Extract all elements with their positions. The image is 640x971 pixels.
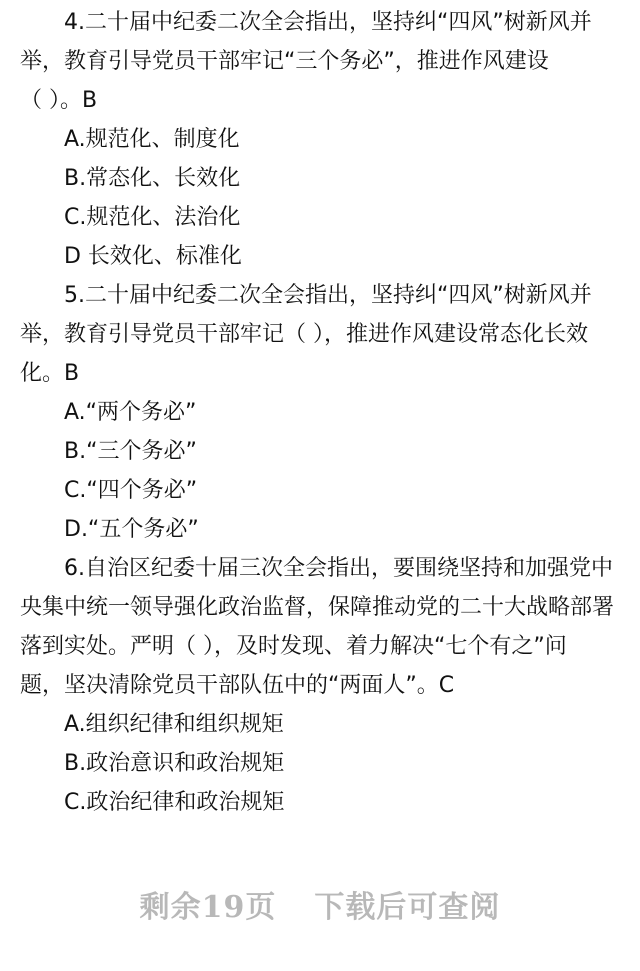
download-to-read-label[interactable]: 下载后可查阅 [314, 890, 501, 925]
question-4-option-d: D 长效化、标准化 [64, 244, 242, 269]
question-6-line-1: 6.自治区纪委十届三次全会指出，要围绕坚持和加强党中 [64, 556, 613, 581]
question-4-option-a: A.规范化、制度化 [64, 127, 240, 152]
question-5-option-b: B.“三个务必” [64, 439, 197, 464]
question-5-option-a: A.“两个务必” [64, 400, 197, 425]
question-6-option-c: C.政治纪律和政治规矩 [64, 790, 285, 815]
question-5-option-c: C.“四个务必” [64, 478, 198, 503]
question-5-line-1: 5.二十届中纪委二次全会指出，坚持纠“四风”树新风并 [64, 283, 592, 308]
question-5-option-d: D.“五个务必” [64, 517, 199, 542]
question-6-line-3: 落到实处。严明（ ），及时发现、着力解决“七个有之”问 [20, 634, 567, 659]
question-6-option-b: B.政治意识和政治规矩 [64, 751, 285, 776]
remaining-pages-label: 剩余19页 [139, 890, 277, 925]
question-4-option-c: C.规范化、法治化 [64, 205, 241, 230]
question-5-line-2: 举，教育引导党员干部牢记（ ），推进作风建设常态化长效 [20, 322, 588, 347]
question-4-line-3: （ ）。B [20, 88, 98, 113]
question-5-line-3: 化。B [20, 361, 80, 386]
question-6-line-4: 题，坚决清除党员干部队伍中的“两面人”。C [20, 673, 455, 698]
question-4-line-1: 4.二十届中纪委二次全会指出，坚持纠“四风”树新风并 [64, 10, 592, 35]
question-6-option-a: A.组织纪律和组织规矩 [64, 712, 284, 737]
download-prompt[interactable] [0, 888, 640, 928]
question-4-option-b: B.常态化、长效化 [64, 166, 241, 191]
question-4-line-2: 举，教育引导党员干部牢记“三个务必”，推进作风建设 [20, 49, 549, 74]
question-6-line-2: 央集中统一领导强化政治监督，保障推动党的二十大战略部署 [20, 595, 615, 620]
